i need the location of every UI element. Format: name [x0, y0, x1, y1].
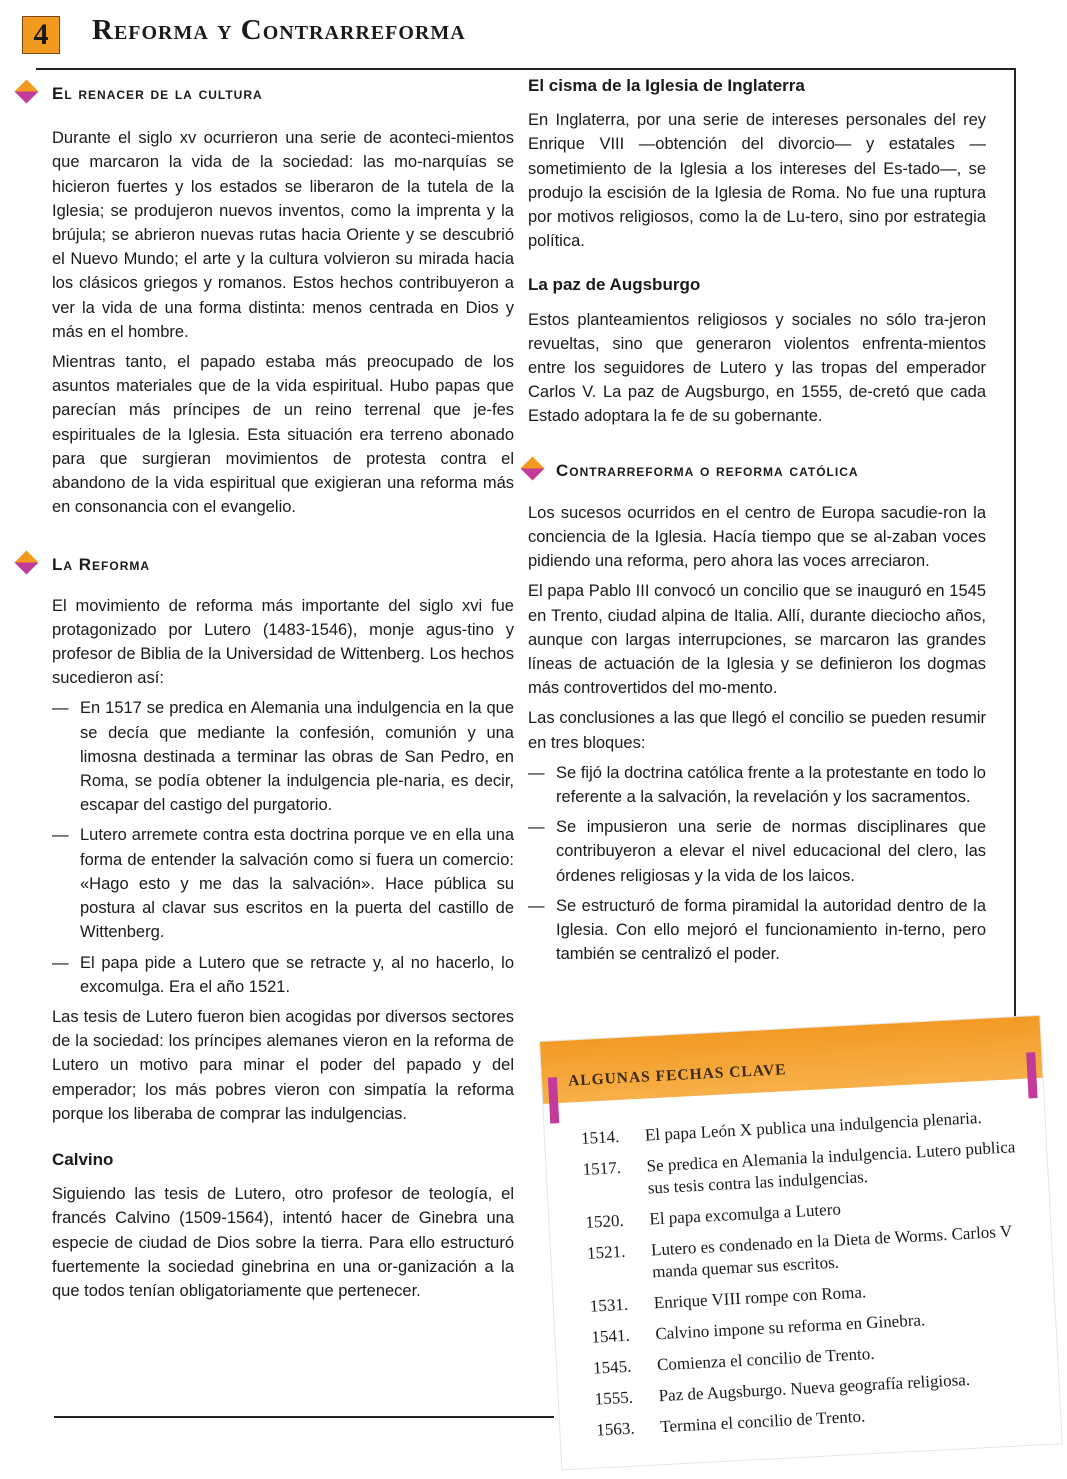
list-item: — Se impusieron una serie de normas disciplinares que contribuyeron a elevar el nivel educacional del clero, las órdenes religiosas y la vida de los laicos. [528, 815, 986, 888]
date-year: 1555. [594, 1387, 634, 1409]
page-title: Reforma y Contrarreforma [92, 14, 466, 46]
paragraph: Las conclusiones a las que llegó el concilio se pueden resumir en tres bloques: [528, 709, 986, 752]
section-heading-reforma [52, 553, 514, 577]
date-event: Paz de Augsburgo. Nueva geografía religiosa. [658, 1369, 971, 1406]
list-item: — Se estructuró de forma piramidal la autoridad dentro de la Iglesia. Con ello mejoró el funcionamiento in-terno, pero también se centralizó el poder. [528, 894, 986, 967]
list-item: — El papa pide a Lutero que se retracte y, al no hacerlo, lo excomulga. Era el año 1521. [52, 951, 514, 999]
date-event: Lutero es condenado en la Dieta de Worms. Carlos V manda quemar sus escritos. [650, 1221, 1013, 1282]
paragraph: Mientras tanto, el papado estaba más preocupado de los asuntos materiales que de la vida espiritual. Hubo papas que parecían más príncipes de un reino terrenal que je-fes espirituales de la Iglesia. Esta situación era terreno abonado para que surgieran movimientos de protesta contra el abandono de la vida espiritual que exigieran una reforma más en consonancia con el evangelio. [52, 353, 514, 517]
frame-bottom-rule [54, 1416, 554, 1418]
concilio-list [528, 761, 986, 967]
paragraph: Durante el siglo xv ocurrieron una serie de aconteci-mientos que marcaron la vida de la sociedad: las mo-narquías se hicieron fuertes y los estados se liberaron de la tutela de la Iglesia; se produjeron nuevos inventos, como la imprenta y la brújula; se abrieron nuevas rutas hacia Oriente y se descubrió el Nuevo Mundo; el arte y la cultura volvieron su mirada hacia los clásicos griegos y romanos. Estos hechos contribuyeron a ver la vida de una forma distinta: menos centrada en Dios y más en el hombre. [52, 129, 514, 341]
paragraph: En Inglaterra, por una serie de intereses personales del rey Enrique VIII —obtención del divorcio— y estatales —sometimiento de la Iglesia a los intereses del Es-tado—, se produjo la escisión de la Iglesia de Roma. No fue una ruptura por motivos religiosos, como la de Lu-tero, sino por estrategia política. [528, 111, 986, 251]
date-event: Enrique VIII rompe con Roma. [653, 1282, 867, 1313]
date-event: Comienza el concilio de Trento. [656, 1343, 875, 1375]
date-year: 1514. [580, 1126, 620, 1148]
date-event: El papa León X publica una indulgencia plenaria. [644, 1108, 983, 1145]
section-heading-text: El renacer de la cultura [52, 84, 263, 103]
date-event: Calvino impone su reforma en Ginebra. [654, 1310, 926, 1344]
subheading-paz: La paz de Augsburgo [528, 275, 701, 295]
date-year: 1545. [592, 1356, 632, 1378]
list-item: — En 1517 se predica en Alemania una indulgencia en la que se decía que mediante la confesión, comunión y una limosna destinada a terminar las obras de San Pedro, en Roma, se podía obtener la indulgencia ple-naria, es decir, escapar del castigo del purgatorio. [52, 696, 514, 817]
paragraph: El papa Pablo III convocó un concilio que se inauguró en 1545 en Trento, ciudad alpina de Italia. Allí, durante dieciocho años, aunque con largas interrupciones, se marcaron las grandes líneas de actuación de la Iglesia y se definieron los dogmas más controvertidos del mo-mento. [528, 582, 986, 698]
diamond-bullet-icon [14, 551, 38, 575]
paragraph: Estos planteamientos religiosos y sociales no sólo tra-jeron revueltas, sino que generaron violentos enfrenta-mientos entre los seguidores de Lutero y las tropas del emperador Carlos V. La paz de Augsburgo, en 1555, de-cretó que cada Estado adoptara la fe de su gobernante. [528, 310, 986, 426]
key-dates-list [581, 1105, 1037, 1451]
date-year: 1563. [595, 1418, 636, 1440]
date-year: 1531. [589, 1294, 629, 1316]
paragraph: Las tesis de Lutero fueron bien acogidas por diversos sectores de la sociedad: los príncipes alemanes vieron en la reforma de Lutero un motivo para minar el poder del papado y del emperador; los más pobres vieron con simpatía la reforma porque los liberaba de comprar las indulgencias. [52, 1007, 514, 1123]
left-column [52, 82, 514, 1303]
list-item: — Se fijó la doctrina católica frente a la protestante en todo lo referente a la salvación, la revelación y los sacramentos. [528, 761, 986, 809]
reforma-list [52, 696, 514, 998]
right-column [528, 74, 986, 973]
paragraph: El movimiento de reforma más importante del siglo xvi fue protagonizado por Lutero (1483-1546), monje agus-tino y profesor de Biblia de la Universidad de Wittenberg. Los hechos sucedieron así: [52, 596, 514, 688]
subheading-calvino: Calvino [52, 1149, 114, 1169]
diamond-bullet-icon [14, 79, 38, 103]
chapter-number: 4 [22, 16, 60, 54]
date-event: Termina el concilio de Trento. [659, 1406, 866, 1437]
date-year: 1521. [586, 1241, 626, 1263]
date-event: El papa excomulga a Lutero [648, 1199, 842, 1229]
paragraph: Siguiendo las tesis de Lutero, otro profesor de teología, el francés Calvino (1509-1564), intentó hacer de Ginebra una especie de ciudad de Dios sobre la tierra. Para ello estructuró fuertemente la sociedad ginebrina en una or-ganización a la que todos tenían obligatoriamente que pertenecer. [52, 1185, 514, 1300]
subheading-cisma: El cisma de la Iglesia de Inglaterra [528, 76, 805, 95]
date-year: 1517. [582, 1157, 622, 1179]
date-year: 1520. [585, 1210, 625, 1232]
key-dates-title: ALGUNAS FECHAS CLAVE [567, 1061, 787, 1090]
key-dates-box [540, 1016, 1062, 1470]
section-heading-text: Contrarreforma o reforma católica [556, 460, 859, 480]
date-year: 1541. [591, 1325, 631, 1347]
paragraph: Los sucesos ocurridos en el centro de Europa sacudie-ron la conciencia de la Iglesia. Hacía tiempo que se al-zaban voces pidiendo una reforma, pero ahora las voces arreciaron. [528, 503, 986, 571]
section-heading-text: La Reforma [52, 555, 151, 575]
section-heading-renacer [52, 82, 514, 106]
section-heading-contrarreforma [528, 459, 986, 483]
list-item: — Lutero arremete contra esta doctrina porque ve en ella una forma de entender la salvación como si fuera un comercio: «Hago esto y me das la salvación». Hace pública su postura al clavar sus escritos en la puerta del castillo de Wittenberg. [52, 823, 514, 944]
date-event: Se predica en Alemania la indulgencia. Lutero publica sus tesis contra las indulgencias. [646, 1137, 1016, 1198]
